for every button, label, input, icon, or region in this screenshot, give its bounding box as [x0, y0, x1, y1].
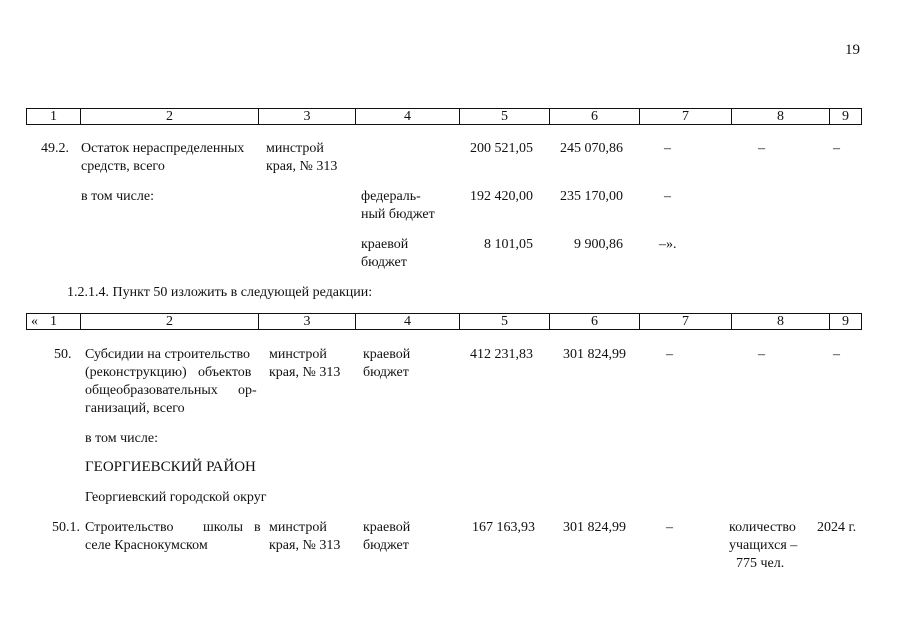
okrug-label: Георгиевский городской округ [85, 490, 267, 505]
value-col-5: 412 231,83 [470, 347, 533, 362]
value-col-6: 301 824,99 [563, 347, 626, 362]
row-name-line: ганизаций, всего [85, 401, 185, 416]
closing-quote: –». [659, 237, 677, 252]
row-number: 49.2. [41, 141, 69, 156]
value-col-6: 245 070,86 [560, 141, 623, 156]
district-heading: ГЕОРГИЕВСКИЙ РАЙОН [85, 459, 256, 475]
year-value: 2024 г. [817, 520, 857, 535]
budget-line: краевой [363, 520, 411, 535]
header-col-5: 5 [460, 314, 550, 329]
budget-line: бюджет [361, 255, 407, 270]
header-col-3: 3 [259, 314, 356, 329]
page-number: 19 [845, 42, 860, 58]
dash-col-7: – [664, 189, 671, 204]
value-col-6: 235 170,00 [560, 189, 623, 204]
indicator-line: количество [729, 520, 796, 535]
row-name-line: общеобразовательных [85, 383, 218, 398]
header-col-7: 7 [640, 314, 732, 329]
row-number: 50. [54, 347, 72, 362]
budget-line: бюджет [363, 365, 409, 380]
including-label: в том числе: [85, 431, 158, 446]
header-col-3: 3 [259, 109, 356, 124]
row-name-line: Субсидии на строительство [85, 347, 250, 362]
header-col-1: 1 [27, 109, 81, 124]
executor-line: края, № 313 [269, 365, 341, 380]
budget-line: ный бюджет [361, 207, 435, 222]
row-name-line: объектов [198, 365, 252, 380]
value-col-6: 9 900,86 [574, 237, 623, 252]
dash-col-8: – [758, 347, 765, 362]
header-col-2: 2 [81, 314, 259, 329]
header-col-6: 6 [550, 109, 640, 124]
executor-line: края, № 313 [266, 159, 338, 174]
indicator-line: учащихся – [729, 538, 798, 553]
header-col-5: 5 [460, 109, 550, 124]
header-col-8: 8 [732, 109, 830, 124]
table-header-row [26, 313, 862, 330]
row-name-line: селе Краснокумском [85, 538, 208, 553]
dash-col-7: – [664, 141, 671, 156]
value-col-5: 192 420,00 [470, 189, 533, 204]
header-col-1: 1 [27, 314, 81, 329]
row-name-line: (реконструкцию) [85, 365, 187, 380]
header-col-4: 4 [356, 314, 460, 329]
budget-line: краевой [363, 347, 411, 362]
dash-col-9: – [833, 347, 840, 362]
budget-line: федераль- [361, 189, 421, 204]
header-col-9: 9 [842, 109, 849, 124]
including-label: в том числе: [81, 189, 154, 204]
opening-quote: « [31, 314, 38, 329]
header-col-8: 8 [732, 314, 830, 329]
dash-col-9: – [833, 141, 840, 156]
row-number: 50.1. [52, 520, 80, 535]
executor-line: минстрой [266, 141, 324, 156]
row-name-line: Строительство [85, 520, 174, 535]
value-col-5: 8 101,05 [484, 237, 533, 252]
header-col-9: 9 [842, 314, 849, 329]
executor-line: минстрой [269, 520, 327, 535]
budget-line: бюджет [363, 538, 409, 553]
value-col-6: 301 824,99 [563, 520, 626, 535]
row-name-line: в [254, 520, 261, 535]
header-col-7: 7 [640, 109, 732, 124]
executor-line: минстрой [269, 347, 327, 362]
executor-line: края, № 313 [269, 538, 341, 553]
paragraph-text: 1.2.1.4. Пункт 50 изложить в следующей редакции: [67, 285, 373, 300]
header-col-4: 4 [356, 109, 460, 124]
value-col-5: 167 163,93 [472, 520, 535, 535]
row-name-line: средств, всего [81, 159, 165, 174]
indicator-line: 775 чел. [736, 556, 785, 571]
row-name-line: ор- [238, 383, 257, 398]
table-header-row [26, 108, 862, 125]
dash-col-7: – [666, 347, 673, 362]
budget-line: краевой [361, 237, 409, 252]
header-col-6: 6 [550, 314, 640, 329]
row-name-line: школы [203, 520, 244, 535]
value-col-5: 200 521,05 [470, 141, 533, 156]
dash-col-7: – [666, 520, 673, 535]
header-col-2: 2 [81, 109, 259, 124]
dash-col-8: – [758, 141, 765, 156]
row-name-line: Остаток нераспределенных [81, 141, 245, 156]
